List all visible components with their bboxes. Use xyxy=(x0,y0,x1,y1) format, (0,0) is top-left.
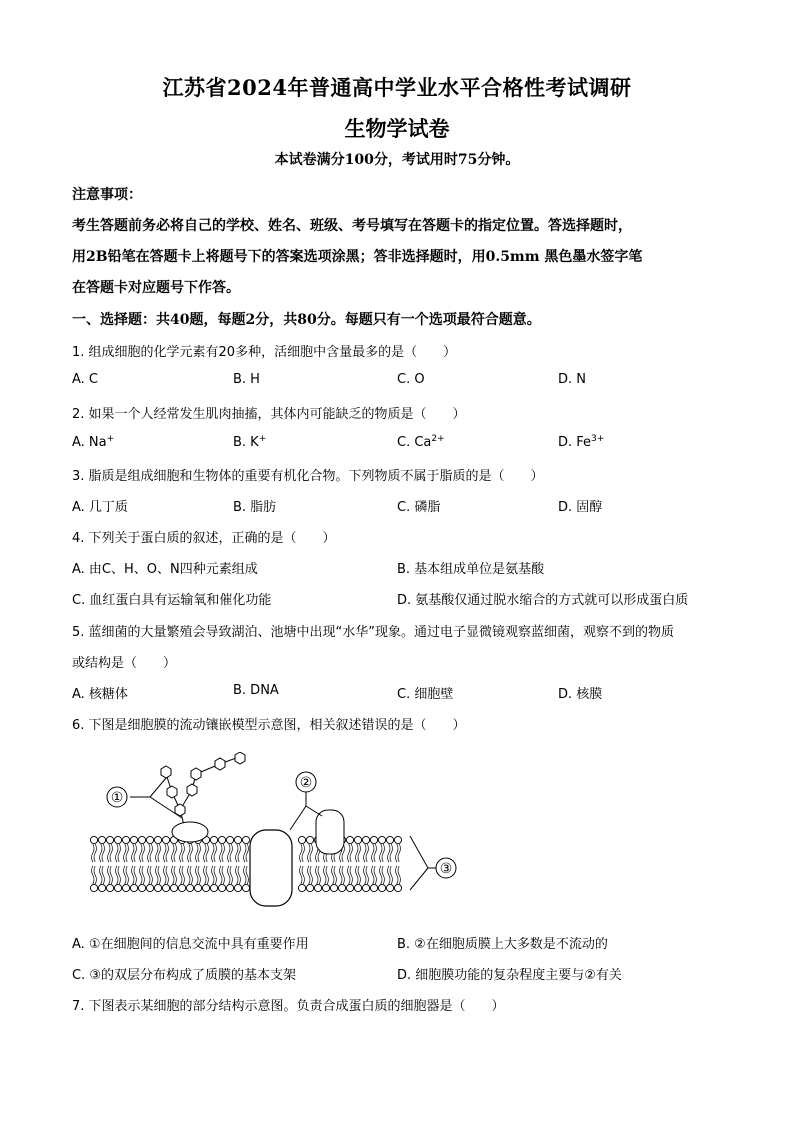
notice-heading: 注意事项： xyxy=(72,187,142,203)
exam-title: 江苏省2024年普通高中学业水平合格性考试调研 xyxy=(162,75,632,100)
option-d: D. N xyxy=(558,372,586,387)
notice-line: 用2B铅笔在答题卡上将题号下的答案选项涂黑；答非选择题时，用0.5mm 黑色墨水签字笔 xyxy=(72,249,643,265)
option-b: B. ②在细胞质膜上大多数是不流动的 xyxy=(397,937,608,952)
option-a: A. 几丁质 xyxy=(72,500,128,515)
question-stem: 3. 脂质是组成细胞和生物体的重要有机化合物。下列物质不属于脂质的是（ ） xyxy=(72,469,544,484)
label-3-connector xyxy=(410,836,436,890)
option-c: C. 血红蛋白具有运输氧和催化功能 xyxy=(72,593,272,608)
option-d: D. $Fe^{3+}$ xyxy=(558,434,605,450)
question-stem: 6. 下图是细胞膜的流动镶嵌模型示意图，相关叙述错误的是（ ） xyxy=(72,718,466,733)
option-a: A. Na+ xyxy=(72,434,115,450)
label-2: ② xyxy=(299,775,313,791)
option-c: C. ③的双层分布构成了质膜的基本支架 xyxy=(72,968,296,983)
option-c: C. 细胞壁 xyxy=(397,687,454,702)
question-stem-cont: 或结构是（ ） xyxy=(72,656,177,671)
option-d: D. 细胞膜功能的复杂程度主要与②有关 xyxy=(397,968,622,983)
phospholipid-heads-top xyxy=(90,836,401,843)
membrane-diagram xyxy=(84,752,468,922)
label-1: ① xyxy=(110,790,124,806)
option-a: A. 由C、H、O、N四种元素组成 xyxy=(72,562,258,577)
notice-line: 考生答题前务必将自己的学校、姓名、班级、考号填写在答题卡的指定位置。答选择题时， xyxy=(72,218,632,234)
label-3: ③ xyxy=(439,861,453,877)
option-c: C. $Ca^{2+}$ xyxy=(397,434,445,450)
option-c: C. O xyxy=(397,372,425,387)
exam-info: 本试卷满分100分，考试用时75分钟。 xyxy=(274,152,520,168)
question-stem: 5. 蓝细菌的大量繁殖会导致湖泊、池塘中出现“水华”现象。通过电子显微镜观察蓝细菌，观察不到的物质 xyxy=(72,625,675,640)
option-a: A. C xyxy=(72,372,99,387)
option-d: D. 氨基酸仅通过脱水缩合的方式就可以形成蛋白质 xyxy=(397,593,689,608)
question-stem: 7. 下图表示某细胞的部分结构示意图。负责合成蛋白质的细胞器是（ ） xyxy=(72,999,505,1014)
option-d: D. 固醇 xyxy=(558,500,603,515)
question-stem: 2. 如果一个人经常发生肌肉抽搐，其体内可能缺乏的物质是（ ） xyxy=(72,407,466,422)
option-b: B. 脂肪 xyxy=(233,500,277,515)
question-stem: 1. 组成细胞的化学元素有20多种，活细胞中含量最多的是（ ） xyxy=(72,345,457,360)
transmembrane-protein xyxy=(250,830,292,906)
option-a: A. ①在细胞间的信息交流中具有重要作用 xyxy=(72,937,309,952)
option-b: B. H xyxy=(233,372,260,387)
subject-title: 生物学试卷 xyxy=(344,116,450,141)
option-a: A. 核糖体 xyxy=(72,687,128,702)
sugar-chain xyxy=(161,752,245,825)
option-d: D. 核膜 xyxy=(558,687,603,702)
option-b: B. 基本组成单位是氨基酸 xyxy=(397,562,545,577)
option-b: B. K+ xyxy=(233,434,267,450)
glycoprotein xyxy=(172,822,208,842)
phospholipid-heads-bottom xyxy=(90,884,401,891)
notice-line: 在答题卡对应题号下作答。 xyxy=(72,280,240,296)
option-c: C. 磷脂 xyxy=(397,500,441,515)
protein-small xyxy=(316,810,344,854)
option-b: B. DNA xyxy=(233,683,279,698)
question-stem: 4. 下列关于蛋白质的叙述，正确的是（ ） xyxy=(72,531,336,546)
section-heading: 一、选择题：共40题，每题2分，共80分。每题只有一个选项最符合题意。 xyxy=(72,312,541,328)
